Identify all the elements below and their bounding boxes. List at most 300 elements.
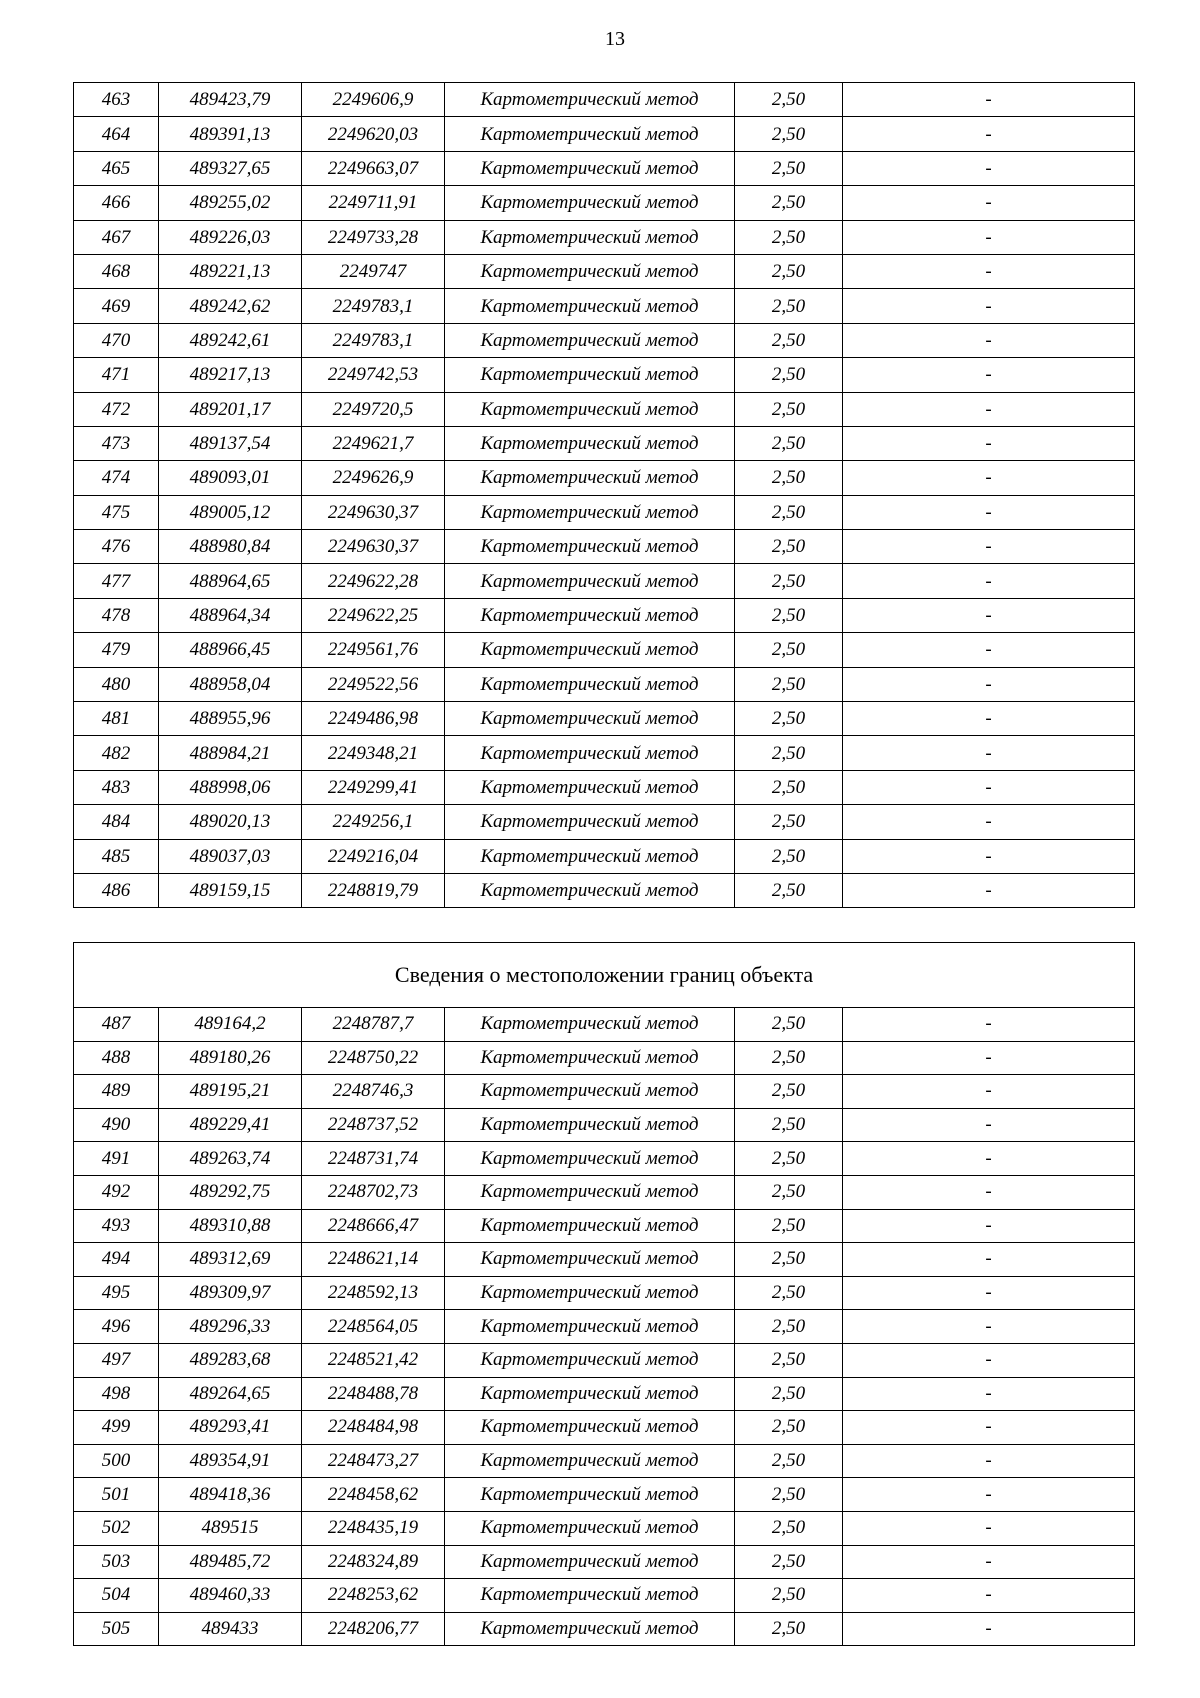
y-coordinate-cell: 2249783,1: [302, 323, 445, 357]
point-number-cell: 464: [74, 117, 159, 151]
table-row: [74, 702, 1135, 736]
y-coordinate-cell: 2249216,04: [302, 839, 445, 873]
description-cell: -: [843, 1511, 1135, 1545]
method-cell: Картометрический метод: [445, 1142, 735, 1176]
method-cell: Картометрический метод: [445, 392, 735, 426]
point-number-cell: 487: [74, 1008, 159, 1042]
accuracy-cell: 2,50: [735, 1075, 843, 1109]
method-cell: Картометрический метод: [445, 736, 735, 770]
description-cell: -: [843, 805, 1135, 839]
x-coordinate-cell: 488966,45: [159, 633, 302, 667]
description-cell: -: [843, 530, 1135, 564]
table-row: [74, 1612, 1135, 1646]
point-number-cell: 479: [74, 633, 159, 667]
table-row: [74, 1444, 1135, 1478]
method-cell: Картометрический метод: [445, 358, 735, 392]
accuracy-cell: 2,50: [735, 358, 843, 392]
y-coordinate-cell: 2249733,28: [302, 220, 445, 254]
point-number-cell: 490: [74, 1108, 159, 1142]
description-cell: -: [843, 1579, 1135, 1613]
table-row: [74, 254, 1135, 288]
accuracy-cell: 2,50: [735, 839, 843, 873]
accuracy-cell: 2,50: [735, 1579, 843, 1613]
accuracy-cell: 2,50: [735, 461, 843, 495]
method-cell: Картометрический метод: [445, 633, 735, 667]
table-row: [74, 667, 1135, 701]
accuracy-cell: 2,50: [735, 1545, 843, 1579]
y-coordinate-cell: 2249622,28: [302, 564, 445, 598]
table-row: [74, 461, 1135, 495]
accuracy-cell: 2,50: [735, 392, 843, 426]
table-row: [74, 873, 1135, 907]
y-coordinate-cell: 2248473,27: [302, 1444, 445, 1478]
description-cell: -: [843, 1377, 1135, 1411]
table-row: [74, 289, 1135, 323]
accuracy-cell: 2,50: [735, 186, 843, 220]
description-cell: -: [843, 1175, 1135, 1209]
y-coordinate-cell: 2248253,62: [302, 1579, 445, 1613]
y-coordinate-cell: 2248521,42: [302, 1343, 445, 1377]
accuracy-cell: 2,50: [735, 633, 843, 667]
x-coordinate-cell: 489309,97: [159, 1276, 302, 1310]
accuracy-cell: 2,50: [735, 1511, 843, 1545]
description-cell: -: [843, 598, 1135, 632]
accuracy-cell: 2,50: [735, 1377, 843, 1411]
description-cell: -: [843, 323, 1135, 357]
table-row: [74, 1276, 1135, 1310]
x-coordinate-cell: 489037,03: [159, 839, 302, 873]
point-number-cell: 473: [74, 426, 159, 460]
description-cell: -: [843, 392, 1135, 426]
method-cell: Картометрический метод: [445, 667, 735, 701]
accuracy-cell: 2,50: [735, 667, 843, 701]
y-coordinate-cell: 2249522,56: [302, 667, 445, 701]
x-coordinate-cell: 489485,72: [159, 1545, 302, 1579]
x-coordinate-cell: 489327,65: [159, 151, 302, 185]
accuracy-cell: 2,50: [735, 117, 843, 151]
description-cell: -: [843, 83, 1135, 117]
table-row: [74, 564, 1135, 598]
y-coordinate-cell: 2249621,7: [302, 426, 445, 460]
x-coordinate-cell: 489005,12: [159, 495, 302, 529]
accuracy-cell: 2,50: [735, 495, 843, 529]
y-coordinate-cell: 2249620,03: [302, 117, 445, 151]
accuracy-cell: 2,50: [735, 1209, 843, 1243]
description-cell: -: [843, 289, 1135, 323]
table-row: [74, 220, 1135, 254]
method-cell: Картометрический метод: [445, 1612, 735, 1646]
y-coordinate-cell: 2248731,74: [302, 1142, 445, 1176]
accuracy-cell: 2,50: [735, 426, 843, 460]
table-row: [74, 1008, 1135, 1042]
table-row: [74, 495, 1135, 529]
x-coordinate-cell: 489423,79: [159, 83, 302, 117]
point-number-cell: 494: [74, 1243, 159, 1277]
x-coordinate-cell: 489515: [159, 1511, 302, 1545]
point-number-cell: 482: [74, 736, 159, 770]
y-coordinate-cell: 2249299,41: [302, 770, 445, 804]
x-coordinate-cell: 489354,91: [159, 1444, 302, 1478]
method-cell: Картометрический метод: [445, 1243, 735, 1277]
accuracy-cell: 2,50: [735, 1276, 843, 1310]
description-cell: -: [843, 770, 1135, 804]
method-cell: Картометрический метод: [445, 702, 735, 736]
x-coordinate-cell: 489391,13: [159, 117, 302, 151]
table-row: [74, 1142, 1135, 1176]
method-cell: Картометрический метод: [445, 1411, 735, 1445]
accuracy-cell: 2,50: [735, 1041, 843, 1075]
point-number-cell: 485: [74, 839, 159, 873]
section-caption: Сведения о местоположении границ объекта: [74, 943, 1135, 1008]
x-coordinate-cell: 489418,36: [159, 1478, 302, 1512]
x-coordinate-cell: 488980,84: [159, 530, 302, 564]
description-cell: -: [843, 461, 1135, 495]
point-number-cell: 480: [74, 667, 159, 701]
x-coordinate-cell: 489310,88: [159, 1209, 302, 1243]
table-row: [74, 117, 1135, 151]
description-cell: -: [843, 1411, 1135, 1445]
table-row: [74, 1511, 1135, 1545]
point-number-cell: 481: [74, 702, 159, 736]
method-cell: Картометрический метод: [445, 1343, 735, 1377]
table-row: [74, 1041, 1135, 1075]
section-caption-row: [74, 943, 1135, 1008]
y-coordinate-cell: 2248488,78: [302, 1377, 445, 1411]
point-number-cell: 465: [74, 151, 159, 185]
table-row: [74, 323, 1135, 357]
y-coordinate-cell: 2248666,47: [302, 1209, 445, 1243]
point-number-cell: 484: [74, 805, 159, 839]
point-number-cell: 498: [74, 1377, 159, 1411]
method-cell: Картометрический метод: [445, 1209, 735, 1243]
method-cell: Картометрический метод: [445, 186, 735, 220]
table-row: [74, 1209, 1135, 1243]
description-cell: -: [843, 1310, 1135, 1344]
point-number-cell: 477: [74, 564, 159, 598]
method-cell: Картометрический метод: [445, 564, 735, 598]
y-coordinate-cell: 2248458,62: [302, 1478, 445, 1512]
x-coordinate-cell: 489221,13: [159, 254, 302, 288]
x-coordinate-cell: 489263,74: [159, 1142, 302, 1176]
accuracy-cell: 2,50: [735, 1612, 843, 1646]
description-cell: -: [843, 186, 1135, 220]
table-row: [74, 83, 1135, 117]
y-coordinate-cell: 2248484,98: [302, 1411, 445, 1445]
accuracy-cell: 2,50: [735, 873, 843, 907]
point-number-cell: 500: [74, 1444, 159, 1478]
table-row: [74, 839, 1135, 873]
accuracy-cell: 2,50: [735, 805, 843, 839]
description-cell: -: [843, 1209, 1135, 1243]
table-row: [74, 770, 1135, 804]
accuracy-cell: 2,50: [735, 1008, 843, 1042]
point-number-cell: 496: [74, 1310, 159, 1344]
y-coordinate-cell: 2249486,98: [302, 702, 445, 736]
point-number-cell: 466: [74, 186, 159, 220]
x-coordinate-cell: 489164,2: [159, 1008, 302, 1042]
method-cell: Картометрический метод: [445, 83, 735, 117]
x-coordinate-cell: 488964,34: [159, 598, 302, 632]
method-cell: Картометрический метод: [445, 1310, 735, 1344]
accuracy-cell: 2,50: [735, 1175, 843, 1209]
method-cell: Картометрический метод: [445, 254, 735, 288]
x-coordinate-cell: 489226,03: [159, 220, 302, 254]
point-number-cell: 502: [74, 1511, 159, 1545]
table-row: [74, 426, 1135, 460]
accuracy-cell: 2,50: [735, 1142, 843, 1176]
y-coordinate-cell: 2248592,13: [302, 1276, 445, 1310]
method-cell: Картометрический метод: [445, 1041, 735, 1075]
x-coordinate-cell: 489255,02: [159, 186, 302, 220]
method-cell: Картометрический метод: [445, 873, 735, 907]
accuracy-cell: 2,50: [735, 770, 843, 804]
x-coordinate-cell: 488998,06: [159, 770, 302, 804]
point-number-cell: 467: [74, 220, 159, 254]
table-row: [74, 1478, 1135, 1512]
y-coordinate-cell: 2249630,37: [302, 495, 445, 529]
table-row: [74, 736, 1135, 770]
description-cell: -: [843, 495, 1135, 529]
method-cell: Картометрический метод: [445, 495, 735, 529]
x-coordinate-cell: 488964,65: [159, 564, 302, 598]
description-cell: -: [843, 1343, 1135, 1377]
method-cell: Картометрический метод: [445, 839, 735, 873]
x-coordinate-cell: 489201,17: [159, 392, 302, 426]
table-row: [74, 358, 1135, 392]
x-coordinate-cell: 489180,26: [159, 1041, 302, 1075]
accuracy-cell: 2,50: [735, 598, 843, 632]
point-number-cell: 470: [74, 323, 159, 357]
table-row: [74, 530, 1135, 564]
x-coordinate-cell: 489264,65: [159, 1377, 302, 1411]
point-number-cell: 486: [74, 873, 159, 907]
x-coordinate-cell: 489093,01: [159, 461, 302, 495]
y-coordinate-cell: 2248702,73: [302, 1175, 445, 1209]
point-number-cell: 476: [74, 530, 159, 564]
description-cell: -: [843, 1108, 1135, 1142]
x-coordinate-cell: 489020,13: [159, 805, 302, 839]
description-cell: -: [843, 358, 1135, 392]
method-cell: Картометрический метод: [445, 461, 735, 495]
method-cell: Картометрический метод: [445, 1444, 735, 1478]
method-cell: Картометрический метод: [445, 598, 735, 632]
y-coordinate-cell: 2249256,1: [302, 805, 445, 839]
table-row: [74, 186, 1135, 220]
table-row: [74, 1310, 1135, 1344]
y-coordinate-cell: 2248750,22: [302, 1041, 445, 1075]
point-number-cell: 469: [74, 289, 159, 323]
accuracy-cell: 2,50: [735, 530, 843, 564]
description-cell: -: [843, 1612, 1135, 1646]
y-coordinate-cell: 2249747: [302, 254, 445, 288]
method-cell: Картометрический метод: [445, 530, 735, 564]
point-number-cell: 492: [74, 1175, 159, 1209]
method-cell: Картометрический метод: [445, 1545, 735, 1579]
description-cell: -: [843, 1142, 1135, 1176]
table-row: [74, 1075, 1135, 1109]
accuracy-cell: 2,50: [735, 151, 843, 185]
accuracy-cell: 2,50: [735, 1108, 843, 1142]
accuracy-cell: 2,50: [735, 220, 843, 254]
accuracy-cell: 2,50: [735, 702, 843, 736]
point-number-cell: 478: [74, 598, 159, 632]
x-coordinate-cell: 489296,33: [159, 1310, 302, 1344]
point-number-cell: 488: [74, 1041, 159, 1075]
description-cell: -: [843, 426, 1135, 460]
point-number-cell: 475: [74, 495, 159, 529]
y-coordinate-cell: 2249630,37: [302, 530, 445, 564]
x-coordinate-cell: 489433: [159, 1612, 302, 1646]
method-cell: Картометрический метод: [445, 1008, 735, 1042]
description-cell: -: [843, 1444, 1135, 1478]
y-coordinate-cell: 2248621,14: [302, 1243, 445, 1277]
accuracy-cell: 2,50: [735, 564, 843, 598]
y-coordinate-cell: 2248324,89: [302, 1545, 445, 1579]
method-cell: Картометрический метод: [445, 1108, 735, 1142]
description-cell: -: [843, 1243, 1135, 1277]
table-row: [74, 1108, 1135, 1142]
point-number-cell: 483: [74, 770, 159, 804]
coordinates-table-bottom: [73, 942, 1135, 1646]
y-coordinate-cell: 2249783,1: [302, 289, 445, 323]
description-cell: -: [843, 1545, 1135, 1579]
table-row: [74, 805, 1135, 839]
y-coordinate-cell: 2249742,53: [302, 358, 445, 392]
method-cell: Картометрический метод: [445, 220, 735, 254]
y-coordinate-cell: 2248787,7: [302, 1008, 445, 1042]
x-coordinate-cell: 489242,62: [159, 289, 302, 323]
x-coordinate-cell: 489217,13: [159, 358, 302, 392]
description-cell: -: [843, 1075, 1135, 1109]
accuracy-cell: 2,50: [735, 736, 843, 770]
table-row: [74, 1343, 1135, 1377]
y-coordinate-cell: 2248737,52: [302, 1108, 445, 1142]
description-cell: -: [843, 839, 1135, 873]
point-number-cell: 505: [74, 1612, 159, 1646]
table-row: [74, 1579, 1135, 1613]
method-cell: Картометрический метод: [445, 1276, 735, 1310]
point-number-cell: 503: [74, 1545, 159, 1579]
point-number-cell: 472: [74, 392, 159, 426]
point-number-cell: 504: [74, 1579, 159, 1613]
y-coordinate-cell: 2248206,77: [302, 1612, 445, 1646]
y-coordinate-cell: 2249348,21: [302, 736, 445, 770]
x-coordinate-cell: 489292,75: [159, 1175, 302, 1209]
method-cell: Картометрический метод: [445, 323, 735, 357]
point-number-cell: 497: [74, 1343, 159, 1377]
x-coordinate-cell: 489137,54: [159, 426, 302, 460]
accuracy-cell: 2,50: [735, 1343, 843, 1377]
accuracy-cell: 2,50: [735, 83, 843, 117]
method-cell: Картометрический метод: [445, 1377, 735, 1411]
method-cell: Картометрический метод: [445, 151, 735, 185]
accuracy-cell: 2,50: [735, 1411, 843, 1445]
table-row: [74, 633, 1135, 667]
x-coordinate-cell: 489460,33: [159, 1579, 302, 1613]
description-cell: -: [843, 1008, 1135, 1042]
point-number-cell: 471: [74, 358, 159, 392]
method-cell: Картометрический метод: [445, 117, 735, 151]
point-number-cell: 468: [74, 254, 159, 288]
table-row: [74, 598, 1135, 632]
description-cell: -: [843, 1041, 1135, 1075]
y-coordinate-cell: 2248819,79: [302, 873, 445, 907]
point-number-cell: 501: [74, 1478, 159, 1512]
description-cell: -: [843, 254, 1135, 288]
point-number-cell: 474: [74, 461, 159, 495]
x-coordinate-cell: 489195,21: [159, 1075, 302, 1109]
description-cell: -: [843, 564, 1135, 598]
y-coordinate-cell: 2248435,19: [302, 1511, 445, 1545]
y-coordinate-cell: 2249561,76: [302, 633, 445, 667]
description-cell: -: [843, 633, 1135, 667]
accuracy-cell: 2,50: [735, 1243, 843, 1277]
point-number-cell: 493: [74, 1209, 159, 1243]
description-cell: -: [843, 736, 1135, 770]
x-coordinate-cell: 489229,41: [159, 1108, 302, 1142]
table-row: [74, 151, 1135, 185]
table-row: [74, 392, 1135, 426]
accuracy-cell: 2,50: [735, 1310, 843, 1344]
table-row: [74, 1411, 1135, 1445]
method-cell: Картометрический метод: [445, 1175, 735, 1209]
accuracy-cell: 2,50: [735, 289, 843, 323]
x-coordinate-cell: 489312,69: [159, 1243, 302, 1277]
point-number-cell: 499: [74, 1411, 159, 1445]
y-coordinate-cell: 2249622,25: [302, 598, 445, 632]
x-coordinate-cell: 488958,04: [159, 667, 302, 701]
y-coordinate-cell: 2249606,9: [302, 83, 445, 117]
point-number-cell: 489: [74, 1075, 159, 1109]
method-cell: Картометрический метод: [445, 289, 735, 323]
y-coordinate-cell: 2249711,91: [302, 186, 445, 220]
point-number-cell: 491: [74, 1142, 159, 1176]
method-cell: Картометрический метод: [445, 805, 735, 839]
accuracy-cell: 2,50: [735, 1478, 843, 1512]
description-cell: -: [843, 1478, 1135, 1512]
method-cell: Картометрический метод: [445, 426, 735, 460]
description-cell: -: [843, 702, 1135, 736]
point-number-cell: 463: [74, 83, 159, 117]
y-coordinate-cell: 2248564,05: [302, 1310, 445, 1344]
x-coordinate-cell: 489283,68: [159, 1343, 302, 1377]
method-cell: Картометрический метод: [445, 1478, 735, 1512]
description-cell: -: [843, 220, 1135, 254]
description-cell: -: [843, 117, 1135, 151]
method-cell: Картометрический метод: [445, 1579, 735, 1613]
table-row: [74, 1243, 1135, 1277]
table-row: [74, 1377, 1135, 1411]
y-coordinate-cell: 2248746,3: [302, 1075, 445, 1109]
description-cell: -: [843, 1276, 1135, 1310]
coordinates-table-top: [73, 82, 1135, 908]
y-coordinate-cell: 2249720,5: [302, 392, 445, 426]
method-cell: Картометрический метод: [445, 770, 735, 804]
accuracy-cell: 2,50: [735, 254, 843, 288]
accuracy-cell: 2,50: [735, 323, 843, 357]
description-cell: -: [843, 667, 1135, 701]
x-coordinate-cell: 489242,61: [159, 323, 302, 357]
description-cell: -: [843, 873, 1135, 907]
method-cell: Картометрический метод: [445, 1075, 735, 1109]
x-coordinate-cell: 489293,41: [159, 1411, 302, 1445]
table-row: [74, 1545, 1135, 1579]
method-cell: Картометрический метод: [445, 1511, 735, 1545]
x-coordinate-cell: 488955,96: [159, 702, 302, 736]
x-coordinate-cell: 488984,21: [159, 736, 302, 770]
accuracy-cell: 2,50: [735, 1444, 843, 1478]
y-coordinate-cell: 2249626,9: [302, 461, 445, 495]
